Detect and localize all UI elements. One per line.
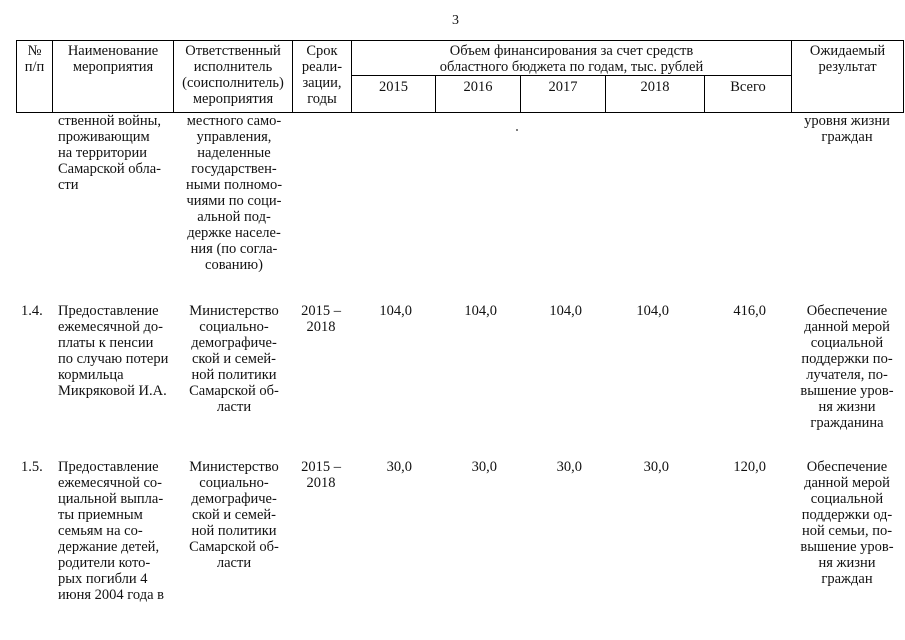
header-year-2017: 2017 [548,79,578,95]
row2-2018: 30,0 [643,459,669,475]
table-header [16,40,904,112]
row1-executor: Министерство социально- демографиче- ской и семей- ной политики Самарской об- ласти [189,303,279,415]
col-rule-10 [903,40,904,112]
header-result: Ожидаемый результат [809,43,886,75]
row2-2016: 30,0 [471,459,497,475]
row0-result: уровня жизни граждан [804,113,890,145]
row1-result: Обеспечение данной мерой социальной поддержки по- лучателя, по- вышение уров- ня жизни гражданина [800,303,894,431]
header-year-2016: 2016 [463,79,493,95]
row1-name: Предоставление ежемесячной до- платы к пенсии по случаю потери кормильца Микряковой И.А. [58,303,169,399]
header-mid-rule [351,75,791,76]
row1-term: 2015 – 2018 [301,303,341,335]
row0-executor: местного само- управления, наделенные государствен- ными полномо- чиями по соци- альной под- держке населе- ния (по согла- сованию) [185,113,283,273]
row1-total: 416,0 [733,303,766,319]
row0-name: ственной войны, проживающим на территории Самарской обла- сти [58,113,162,193]
row2-num: 1.5. [21,459,43,475]
header-total: Всего [730,79,766,95]
row1-2018: 104,0 [636,303,669,319]
row2-term: 2015 – 2018 [301,459,341,491]
row2-result: Обеспечение данной мерой социальной поддержки од- ной семьи, по- вышение уров- ня жизни граждан [800,459,894,587]
header-year-2018: 2018 [640,79,670,95]
row2-2017: 30,0 [556,459,582,475]
row2-name: Предоставление ежемесячной со- циальной выпла- ты приемным семьям на со- держание детей, родители кото- рых погибли 4 июня 2004 года в [58,459,164,603]
header-top-rule [16,40,904,41]
row1-2017: 104,0 [549,303,582,319]
scan-speck [516,129,518,131]
header-year-2015: 2015 [379,79,408,95]
row1-2016: 104,0 [464,303,497,319]
row2-total: 120,0 [733,459,766,475]
row2-executor: Министерство социально- демографиче- ской и семей- ной политики Самарской об- ласти [189,459,279,571]
header-executor: Ответственный исполнитель (соисполнитель) мероприятия [182,43,284,107]
page-number: 3 [452,13,459,28]
row1-num: 1.4. [21,303,43,319]
header-funding: Объем финансирования за счет средств областного бюджета по годам, тыс. рублей [439,43,704,75]
header-num: № п/п [24,43,45,75]
row2-2015: 30,0 [386,459,412,475]
header-term: Срок реали- зации, годы [301,43,343,107]
header-name: Наименование мероприятия [67,43,159,75]
row1-2015: 104,0 [379,303,412,319]
